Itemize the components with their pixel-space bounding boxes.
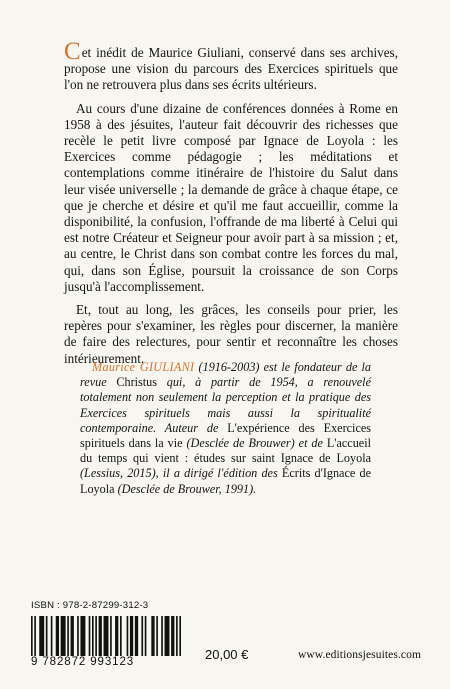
bio-segment-5: (Desclée de Brouwer) et de xyxy=(182,436,327,451)
barcode xyxy=(31,616,181,656)
bio-segment-3: qui, à partir de 1954, a renouvelé totalement non seulement la perception et la pratique des Exercices spirituels mais aussi la spiritualité contemporaine. Auteur de xyxy=(80,375,371,435)
author-name: Maurice GIULIANI xyxy=(92,360,195,374)
blurb-paragraph-3: Et, tout au long, les grâces, les conseils pour prier, les repères pour s'examiner, les règles pour discerner, la manière de faire des relectures, pour sentir et reconnaître les choses intérieurement. xyxy=(64,302,398,366)
isbn-label: ISBN : 978-2-87299-312-3 xyxy=(31,600,149,611)
drop-cap: C xyxy=(64,38,81,65)
price: 20,00 € xyxy=(205,647,249,662)
bio-segment-9: (Desclée de Brouwer, 1991). xyxy=(114,481,257,496)
blurb-paragraph-1-text: et inédit de Maurice Giuliani, conservé dans ses archives, propose une vision du parcours des Exercices spirituels que l'on ne retrouvera plus dans ses écrits ultérieurs. xyxy=(64,45,398,93)
blurb-paragraph-1 xyxy=(64,38,398,94)
publisher-website: www.editionsjesuites.com xyxy=(298,649,422,661)
author-bio xyxy=(80,360,371,497)
bio-journal-title: Christus xyxy=(116,375,157,390)
author-bio-paragraph xyxy=(80,360,371,497)
barcode-digits: 9 782872 993123 xyxy=(31,656,135,668)
blurb xyxy=(64,38,398,374)
bio-segment-1: (1916-2003) est le fondateur de la revue xyxy=(80,360,372,390)
blurb-paragraph-2: Au cours d'une dizaine de conférences données à Rome en 1958 à des jésuites, l'auteur fait découvrir des richesses que recèle le petit livre composé par Ignace de Loyola : les Exercices comme pédagogie ; les méditations et contemplations comme itinéraire de l'histoire du Salut dans leur visée universelle ; la demande de grâce à chaque étape, ce que je cherche et désire et qu'il me faut accueillir, comme la disponibilité, la confusion, l'offrande de ma liberté à Celui qui est notre Créateur et Seigneur pour avoir part à sa mission ; et, au centre, le Christ dans son combat contre les forces du mal, qui, dans son Église, poursuit la croissance de son Corps jusqu'à l'accomplissement. xyxy=(64,100,398,294)
bio-book-title-2: L'accueil du temps qui vient : études sur saint Ignace de Loyola xyxy=(80,436,371,466)
bio-book-title-1: L'expérience des Exercices spirituels dans la vie xyxy=(80,420,372,451)
bio-segment-7: (Lessius, 2015), il a dirigé l'édition des xyxy=(80,466,282,481)
bio-book-title-3: Écrits d'Ignace de Loyola xyxy=(80,466,371,496)
